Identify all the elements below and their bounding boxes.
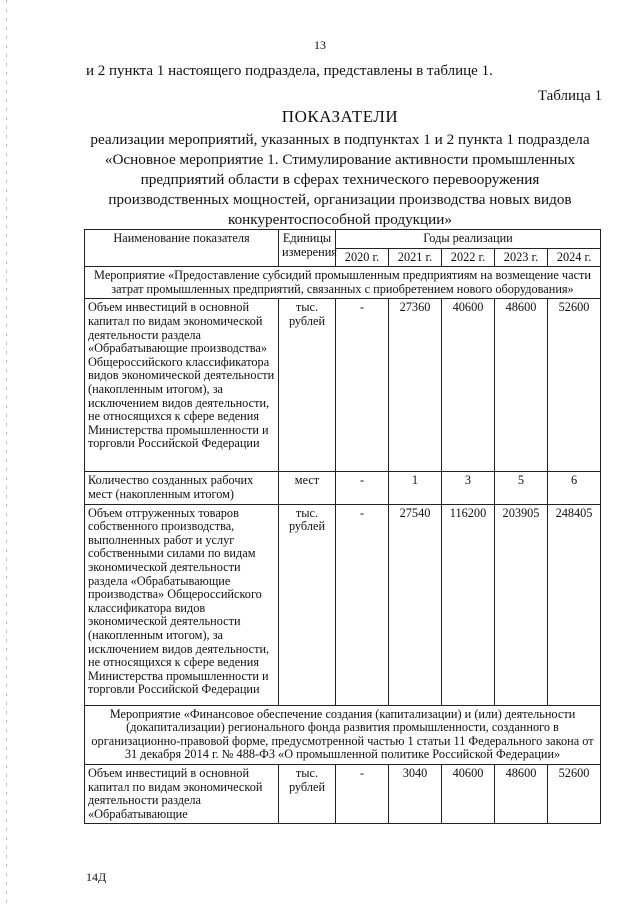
value-2024: 248405 — [548, 504, 601, 705]
row-name: Количество созданных рабочих мест (накопленным итогом) — [85, 472, 279, 504]
row-name: Объем инвестиций в основной капитал по видам экономической деятельности раздела «Обрабатывающие производства» Общероссийского классификатора видов экономической деятельности (накопленным итогом), за исключением видов деятельности, не относящихся к сфере ведения Министерства промышленности и торговли Российской Федерации — [85, 299, 279, 472]
value-2020: - — [336, 764, 389, 823]
row-unit: мест — [279, 472, 336, 504]
value-2022: 40600 — [442, 299, 495, 472]
value-2024: 52600 — [548, 764, 601, 823]
row-unit: тыс. рублей — [279, 764, 336, 823]
section-1-title: Мероприятие «Предоставление субсидий промышленным предприятиям на возмещение части затрат промышленных предприятий, связанных с приобретением нового оборудования» — [85, 267, 601, 299]
table-row — [85, 504, 601, 705]
value-2021: 27360 — [389, 299, 442, 472]
row-unit: тыс. рублей — [279, 299, 336, 472]
section-row — [85, 705, 601, 764]
table-row — [85, 299, 601, 472]
indicators-table-container — [84, 229, 600, 824]
page-number: 13 — [314, 38, 326, 52]
section-2-title: Мероприятие «Финансовое обеспечение создания (капитализации) и (или) деятельности (докапитализации) регионального фонда развития промышленности, созданного в организационно-правовой форме, предусмотренной частью 1 статьи 11 Федерального закона от 31 декабря 2014 г. № 488-ФЗ «О промышленной политике Российской Федерации» — [85, 705, 601, 764]
table-label: Таблица 1 — [537, 88, 602, 104]
value-2023: 48600 — [495, 299, 548, 472]
value-2021: 27540 — [389, 504, 442, 705]
value-2023: 203905 — [495, 504, 548, 705]
value-2020: - — [336, 472, 389, 504]
table-row — [85, 764, 601, 823]
row-unit: тыс. рублей — [279, 504, 336, 705]
value-2020: - — [336, 504, 389, 705]
header-year-2021: 2021 г. — [389, 248, 442, 267]
row-name: Объем отгруженных товаров собственного производства, выполненных работ и услуг собственными силами по видам экономической деятельности раздела «Обрабатывающие производства» Общероссийского классификатора видов экономической деятельности (накопленным итогом), за исключением видов деятельности, не относящихся к сфере ведения Министерства промышленности и торговли Российской Федерации — [85, 504, 279, 705]
value-2024: 6 — [548, 472, 601, 504]
footer-code: 14Д — [86, 870, 107, 884]
value-2022: 116200 — [442, 504, 495, 705]
heading-title: ПОКАЗАТЕЛИ — [281, 107, 399, 126]
value-2021: 3040 — [389, 764, 442, 823]
row-name: Объем инвестиций в основной капитал по видам экономической деятельности раздела «Обрабатывающие — [85, 764, 279, 823]
header-year-2024: 2024 г. — [548, 248, 601, 267]
header-unit: Единицы измерения — [279, 230, 336, 267]
intro-text: и 2 пункта 1 настоящего подраздела, представлены в таблице 1. — [86, 63, 493, 79]
value-2023: 48600 — [495, 764, 548, 823]
header-row-1 — [85, 230, 601, 249]
header-year-2023: 2023 г. — [495, 248, 548, 267]
header-year-2022: 2022 г. — [442, 248, 495, 267]
indicators-table — [84, 229, 601, 824]
value-2022: 40600 — [442, 764, 495, 823]
value-2021: 1 — [389, 472, 442, 504]
value-2024: 52600 — [548, 299, 601, 472]
page-margin-line — [6, 0, 7, 905]
value-2023: 5 — [495, 472, 548, 504]
table-heading — [80, 106, 600, 230]
header-years-group: Годы реализации — [336, 230, 601, 249]
value-2022: 3 — [442, 472, 495, 504]
table-row — [85, 472, 601, 504]
value-2020: - — [336, 299, 389, 472]
section-row — [85, 267, 601, 299]
header-name: Наименование показателя — [85, 230, 279, 267]
heading-subtitle: реализации мероприятий, указанных в подпунктах 1 и 2 пункта 1 подраздела «Основное мероприятие 1. Стимулирование активности промышленных предприятий области в сферах технического перевооружения производственных мощностей, организации производства новых видов конкурентоспособной продукции» — [90, 131, 590, 228]
header-year-2020: 2020 г. — [336, 248, 389, 267]
